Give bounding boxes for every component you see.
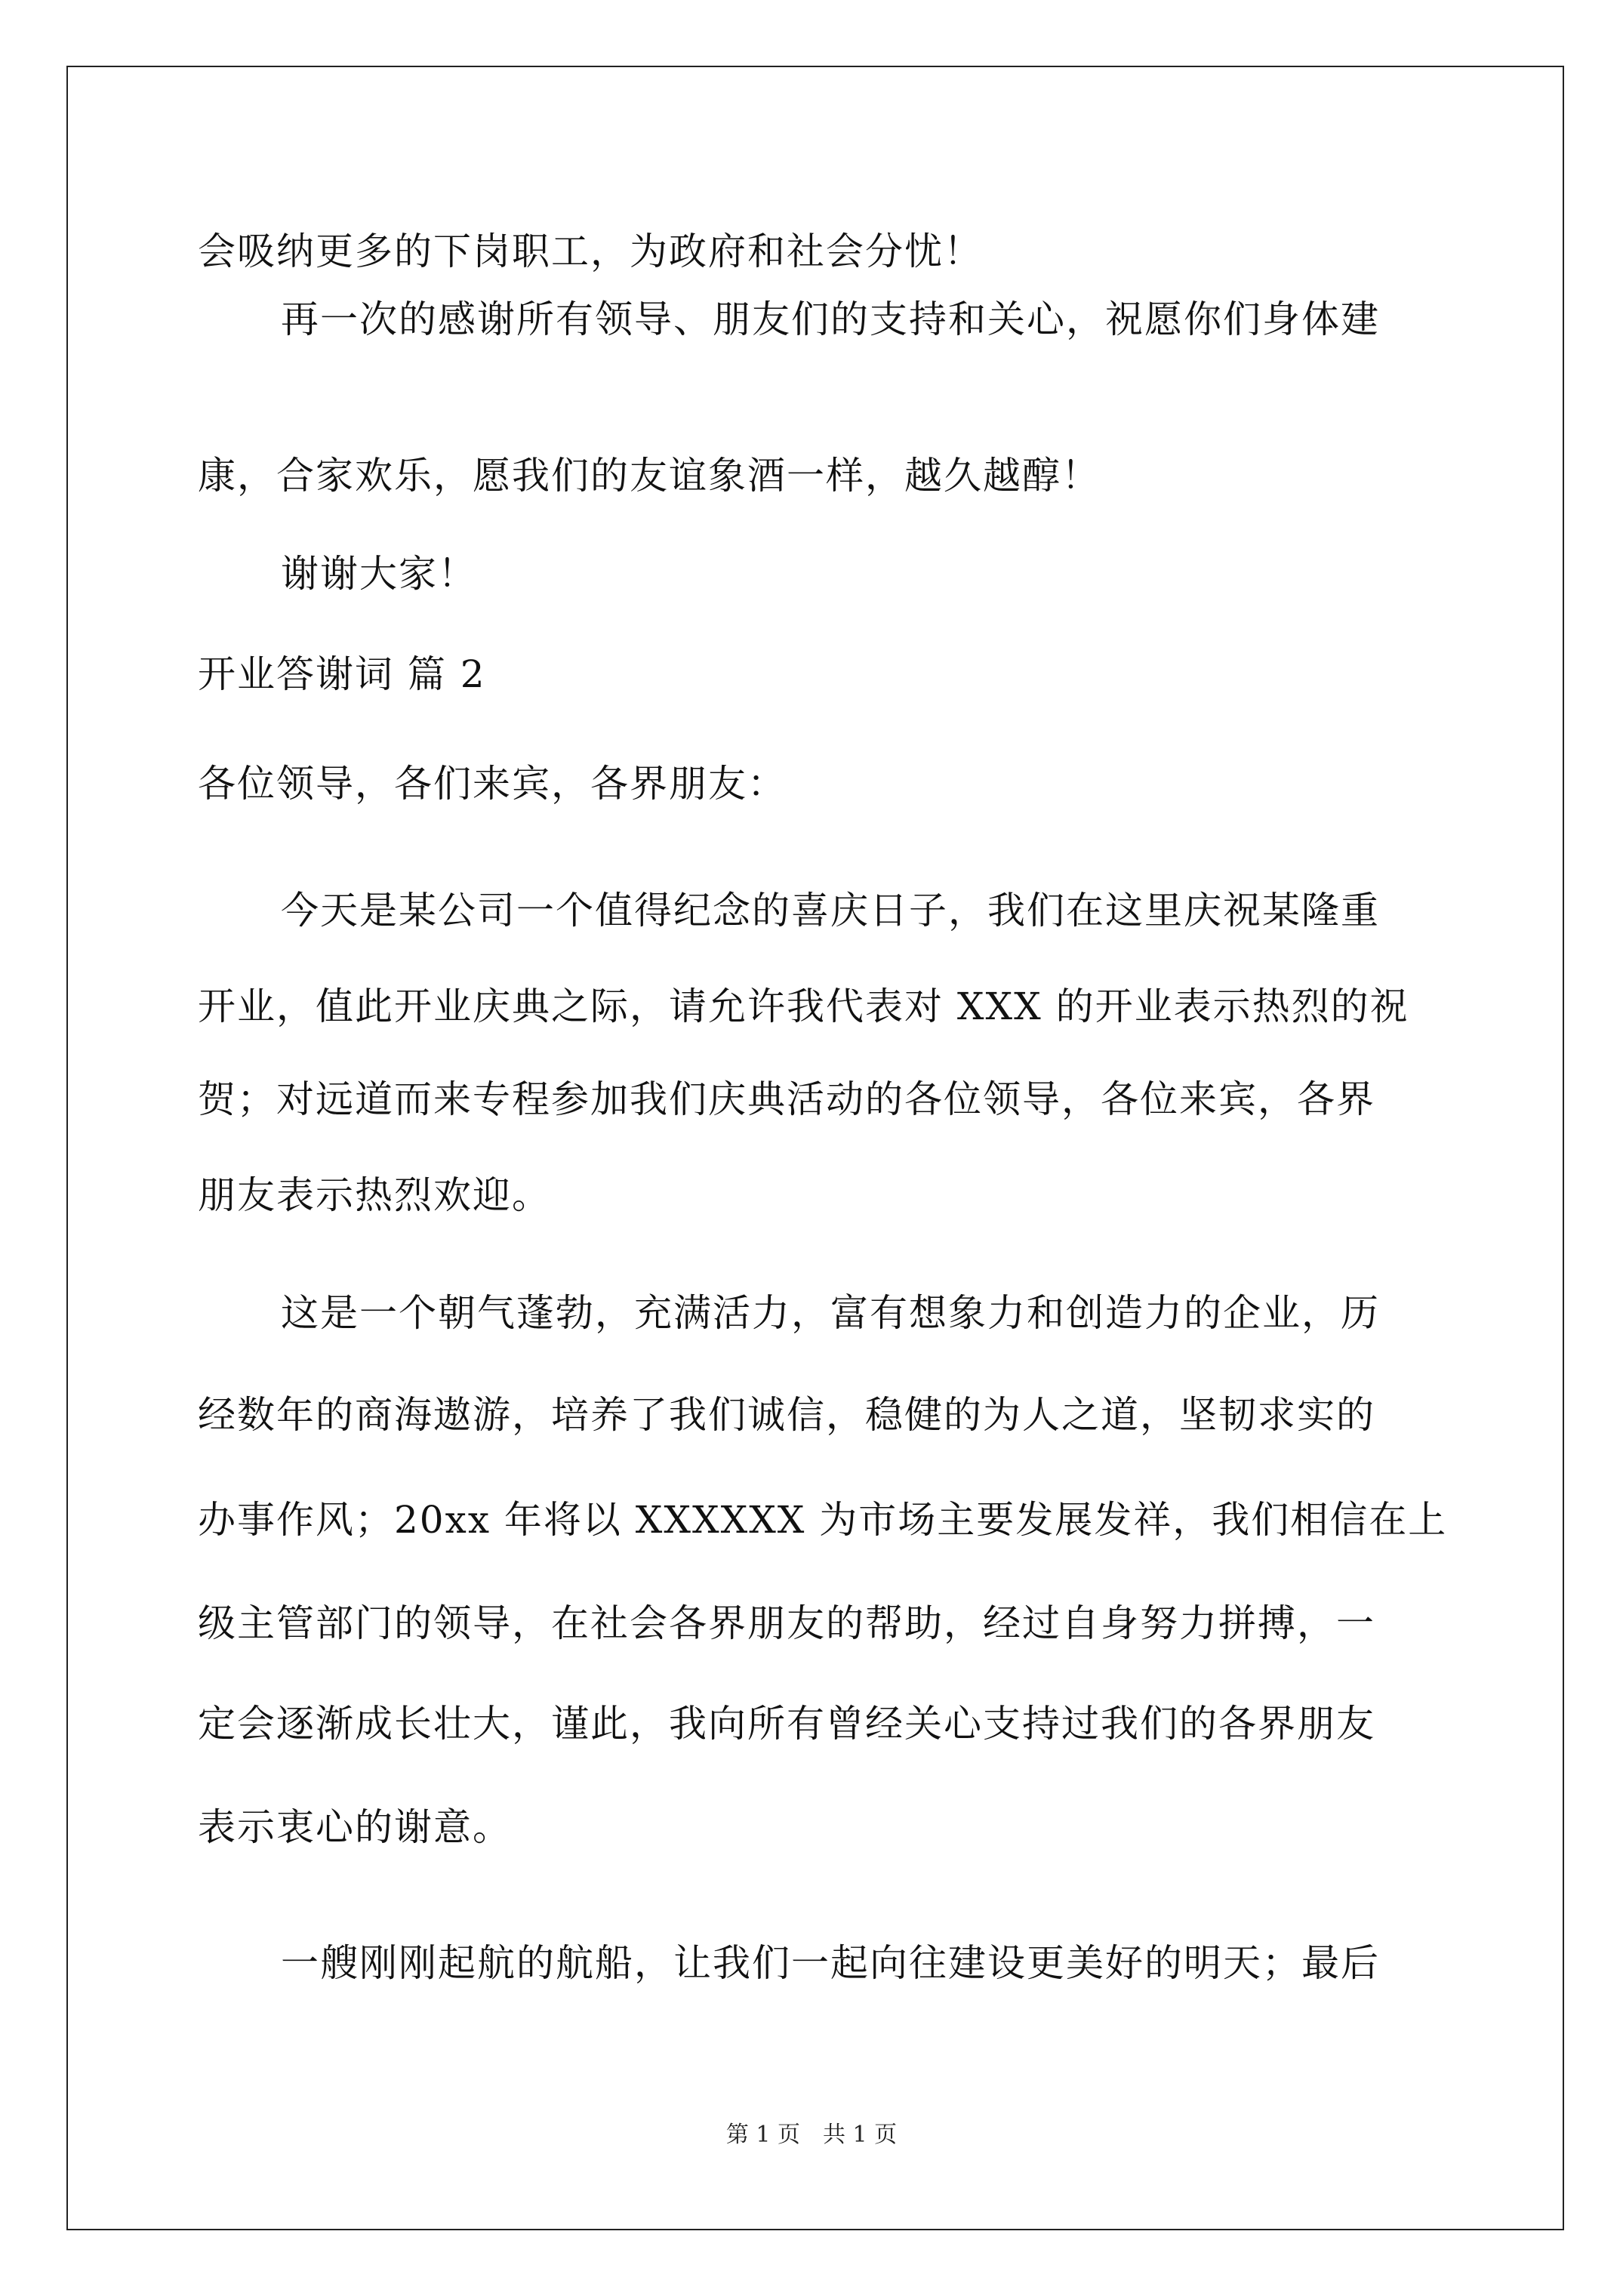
text-line: 贺；对远道而来专程参加我们庆典活动的各位领导，各位来宾，各界 xyxy=(198,1077,1375,1121)
text-line: 朋友表示热烈欢迎。 xyxy=(198,1173,551,1217)
text-line: 再一次的感谢所有领导、朋友们的支持和关心，祝愿你们身体建 xyxy=(281,297,1380,341)
page-border xyxy=(66,66,1564,2230)
text-line: 表示衷心的谢意。 xyxy=(198,1805,512,1849)
text-line: 康，合家欢乐，愿我们的友谊象酒一样，越久越醇！ xyxy=(198,454,1101,498)
text-line: 各位领导，各们来宾，各界朋友： xyxy=(198,762,787,806)
section-heading: 开业答谢词 篇 2 xyxy=(198,652,486,696)
text-line: 开业，值此开业庆典之际，请允许我代表对 XXX 的开业表示热烈的祝 xyxy=(198,985,1409,1028)
text-line: 谢谢大家！ xyxy=(281,552,477,596)
text-line: 定会逐渐成长壮大，谨此，我向所有曾经关心支持过我们的各界朋友 xyxy=(198,1702,1375,1746)
text-line: 一艘刚刚起航的航船，让我们一起向往建设更美好的明天；最后 xyxy=(281,1941,1380,1985)
text-line: 这是一个朝气蓬勃，充满活力，富有想象力和创造力的企业，历 xyxy=(281,1291,1380,1335)
text-line: 级主管部门的领导，在社会各界朋友的帮助，经过自身努力拼搏，一 xyxy=(198,1601,1375,1645)
text-line: 经数年的商海遨游，培养了我们诚信，稳健的为人之道，坚韧求实的 xyxy=(198,1393,1375,1437)
page-footer: 第 1 页 共 1 页 xyxy=(725,2122,898,2148)
text-line: 办事作风；20xx 年将以 XXXXXX 为市场主要发展发祥，我们相信在上 xyxy=(198,1498,1448,1542)
text-line: 会吸纳更多的下岗职工，为政府和社会分忧！ xyxy=(198,230,983,273)
text-line: 今天是某公司一个值得纪念的喜庆日子，我们在这里庆祝某隆重 xyxy=(281,889,1380,932)
